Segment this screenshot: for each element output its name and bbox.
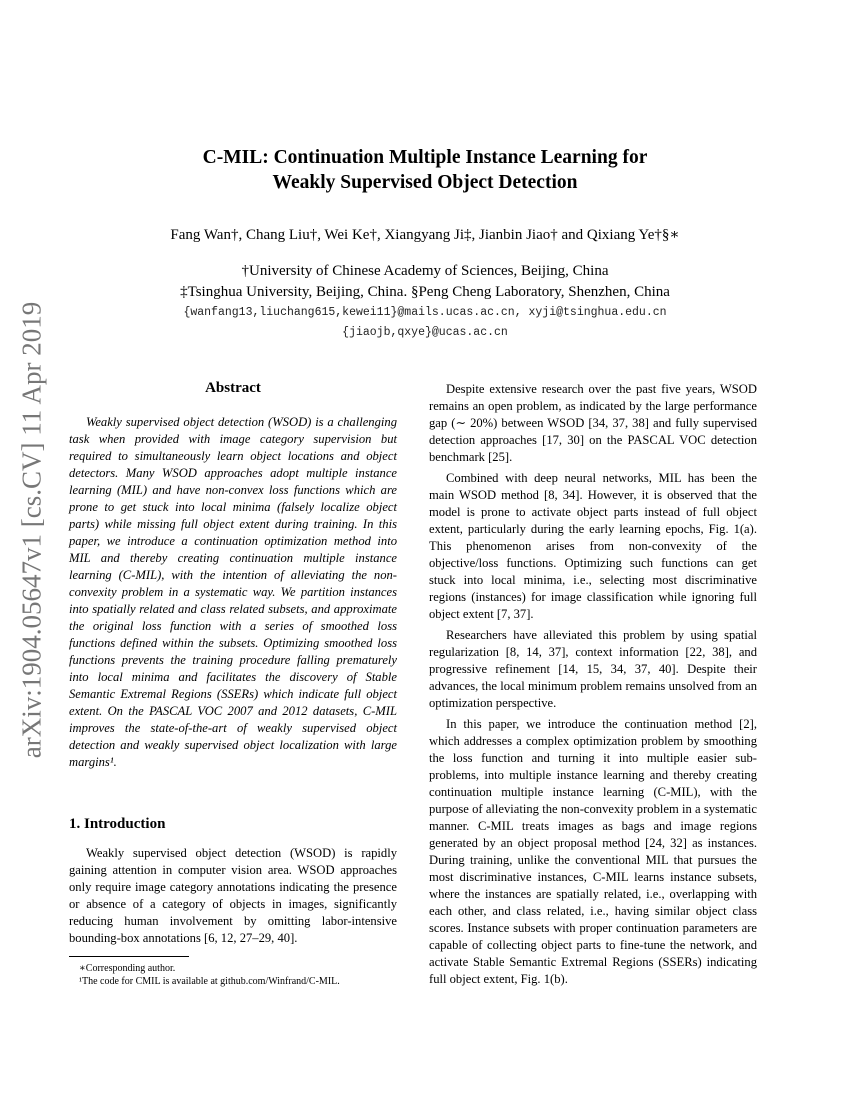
paragraph-mil-nonconvex: Combined with deep neural networks, MIL has been the main WSOD method [8, 34]. However, it is observed that the model is prone to activate object parts instead of full object extent, particularly during the early learning epochs, Fig. 1(a). This phenomenon arises from non-convexity of the objective/loss functions. Optimizing such functions can get stuck into local minima, i.e., selecting most discriminative regions (instances) for image classification while ignoring full object extent [7, 37]. bbox=[429, 471, 757, 621]
intro-paragraph: Weakly supervised object detection (WSOD) is rapidly gaining attention in computer vision area. WSOD approaches only require image category annotations indicating the presence or absence of a category of objects in images, significantly reducing human involvement by omitting labor-intensive bounding-box annotations [6, 12, 27–29, 40]. bbox=[69, 846, 397, 945]
abstract-text: Weakly supervised object detection (WSOD) is a challenging task when provided with image category supervision but required to simultaneously learn object locations and object detectors. Many WSOD approaches adopt multiple instance learning (MIL) and have non-convex loss functions which are prone to get stuck into local minima (falsely localize object parts) while missing full object extent during training. In this paper, we introduce a continuation optimization method into MIL and thereby creating continuation multiple instance learning (C-MIL), with the intention of alleviating the non-convexity problem in a systematic way. We partition instances into spatially related and class related subsets, and approximate the original loss function with a series of smoothed loss functions defined within the subsets. Optimizing smoothed loss functions prevents the training procedure falling prematurely into local minima and facilitates the discovery of Stable Semantic Extremal Regions (SSERs) which indicate full object extent. On the PASCAL VOC 2007 and 2012 datasets, C-MIL improves the state-of-the-art of weakly supervised object detection and weakly supervised object localization with large margins¹. bbox=[69, 415, 397, 769]
abstract-heading: Abstract bbox=[205, 380, 261, 396]
arxiv-watermark bbox=[12, 290, 52, 770]
introduction-heading: 1. Introduction bbox=[69, 816, 166, 832]
paragraph-cmil-intro: In this paper, we introduce the continuation method [2], which addresses a complex optimization problem by smoothing the loss function and turning it into multiple easier sub-problems, into multiple instance learning and thereby creating continuation multiple instance learning (C-MIL), with the purpose of alleviating the non-convexity problem in a systematic manner. C-MIL treats images as bags and image regions generated by an object proposal method [24, 32] as instances. During training, unlike the conventional MIL that pursues the most discriminative instances, C-MIL learns instance subsets, where the instances are spatially related, i.e., overlapping with each other, and class related, i.e., having similar object class scores. Instance subsets with proper continuation parameters are capable of collecting object parts to fine-tune the network, and activate Stable Semantic Extremal Regions (SSERs) indicating full object extent, Fig. 1(b). bbox=[429, 717, 757, 986]
introduction-text bbox=[69, 845, 397, 951]
footnotes bbox=[69, 962, 397, 988]
right-column-text bbox=[429, 381, 757, 992]
paragraph-wsod-gap: Despite extensive research over the past five years, WSOD remains an open problem, as indicated by the large performance gap (∼ 20%) between WSOD [34, 37, 38] and fully supervised detection approaches [17, 30] on the PASCAL VOC detection benchmark [25]. bbox=[429, 382, 757, 464]
footnote-corresponding: ∗Corresponding author. bbox=[79, 963, 176, 974]
paragraph-prior-work: Researchers have alleviated this problem by using spatial regularization [8, 14, 37], context information [22, 38], and progressive refinement [14, 15, 34, 37, 40]. Despite their advances, the local minimum problem remains unsolved from an optimization perspective. bbox=[429, 628, 757, 710]
email-line-2: {jiaojb,qxye}@ucas.ac.cn bbox=[342, 326, 508, 339]
footnote-divider bbox=[69, 956, 189, 957]
title-line-1: C-MIL: Continuation Multiple Instance Learning for bbox=[202, 147, 648, 168]
affiliation-1: †University of Chinese Academy of Sciences, Beijing, China bbox=[241, 263, 609, 279]
author-list: Fang Wan†, Chang Liu†, Wei Ke†, Xiangyang Ji‡, Jianbin Jiao† and Qixiang Ye†§∗ bbox=[170, 227, 680, 243]
footnote-code: ¹The code for CMIL is available at github.com/Winfrand/C-MIL. bbox=[79, 976, 340, 987]
paper-title bbox=[0, 145, 850, 195]
affiliation-2: ‡Tsinghua University, Beijing, China. §Peng Cheng Laboratory, Shenzhen, China bbox=[180, 284, 670, 300]
title-line-2: Weakly Supervised Object Detection bbox=[272, 172, 578, 193]
arxiv-watermark-text: arXiv:1904.05647v1 [cs.CV] 11 Apr 2019 bbox=[16, 301, 47, 759]
email-line-1: {wanfang13,liuchang615,kewei11}@mails.ucas.ac.cn, xyji@tsinghua.edu.cn bbox=[183, 306, 667, 319]
